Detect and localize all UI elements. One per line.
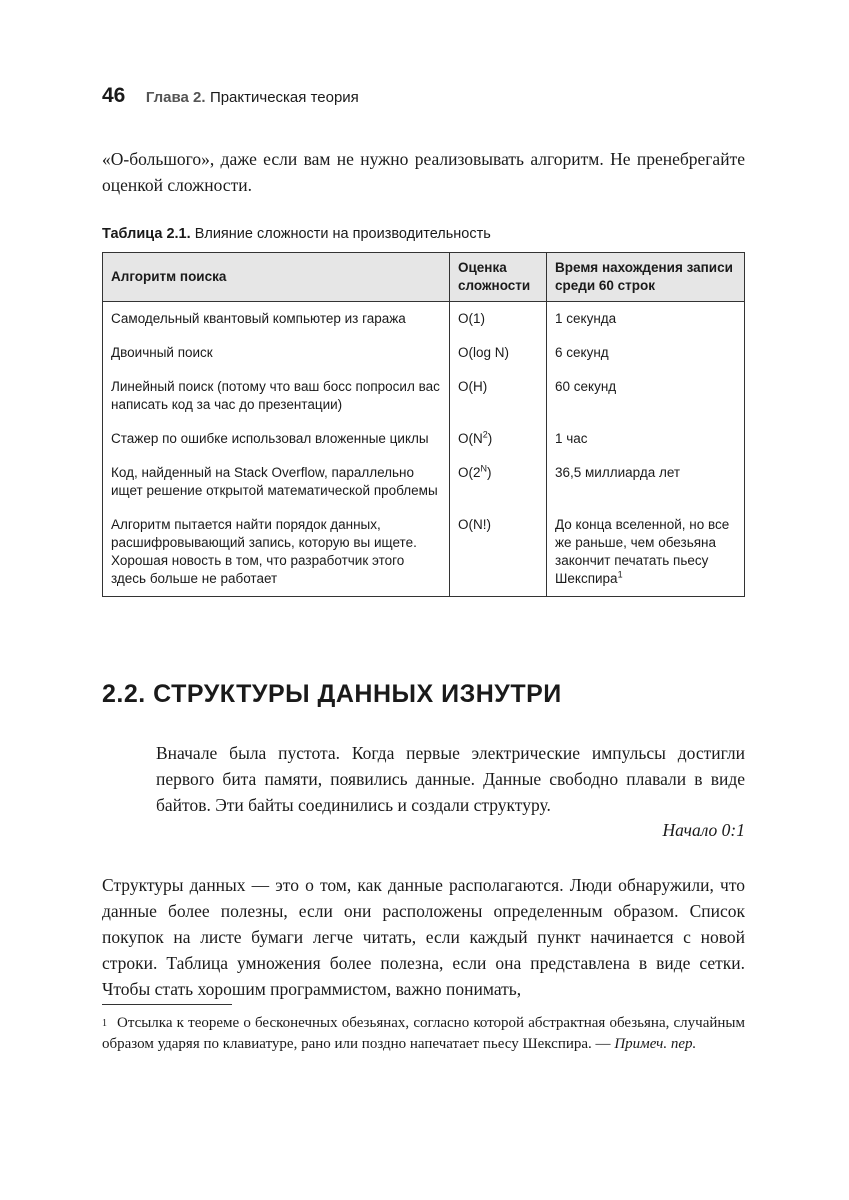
footnote-translator-note: Примеч. пер. bbox=[614, 1036, 697, 1052]
cell-complexity: $O(2^N)$ bbox=[450, 456, 547, 508]
header-algorithm: Алгоритм поиска bbox=[103, 253, 450, 302]
cell-complexity: O(1) bbox=[450, 302, 547, 337]
footnote-mark: 1 bbox=[102, 1018, 107, 1029]
intro-paragraph: «О-большого», даже если вам не нужно реализовывать алгоритм. Не пренебрегайте оценкой сложности. bbox=[102, 149, 745, 195]
epigraph-source: Начало 0:1 bbox=[662, 820, 745, 840]
table-row bbox=[103, 336, 745, 370]
section-heading: 2.2. СТРУКТУРЫ ДАННЫХ ИЗНУТРИ bbox=[102, 680, 562, 708]
cell-algorithm: Двоичный поиск bbox=[103, 336, 450, 370]
header-time: Время нахождения записи среди 60 строк bbox=[547, 253, 745, 302]
body-paragraph: Структуры данных — это о том, как данные располагаются. Люди обнаружили, что данные более полезны, если они расположены определенным образом. Список покупок на листе бумаги легче читать, если каждый пункт начинается с новой строки. Таблица умножения более полезна, если она представлена в виде сетки. Чтобы стать хорошим программистом, важно понимать, bbox=[102, 875, 745, 999]
cell-algorithm: Линейный поиск (потому что ваш босс попросил вас написать код за час до презентации) bbox=[103, 370, 450, 422]
table-caption-text: Влияние сложности на производительность bbox=[194, 226, 491, 242]
table-row bbox=[103, 456, 745, 508]
table-header-row bbox=[103, 253, 745, 302]
cell-algorithm: Стажер по ошибке использовал вложенные циклы bbox=[103, 422, 450, 456]
cell-algorithm: Код, найденный на Stack Overflow, параллельно ищет решение открытой математической проблемы bbox=[103, 456, 450, 508]
chapter-label: Глава 2. bbox=[145, 89, 206, 106]
cell-time: 1 час bbox=[547, 422, 745, 456]
header-complexity: Оценка сложности bbox=[450, 253, 547, 302]
table-row bbox=[103, 370, 745, 422]
running-header bbox=[102, 84, 359, 108]
cell-time: 36,5 миллиарда лет bbox=[547, 456, 745, 508]
cell-time: 60 секунд bbox=[547, 370, 745, 422]
footnote-text: Отсылка к теореме о бесконечных обезьянах, согласно которой абстрактная обезьяна, случайным образом ударяя по клавиатуре, рано или поздно напечатает пьесу Шекспира. — bbox=[102, 1015, 745, 1052]
chapter-title: Практическая теория bbox=[209, 89, 359, 106]
table-row bbox=[103, 302, 745, 337]
cell-time: 1 секунда bbox=[547, 302, 745, 337]
table-row bbox=[103, 422, 745, 456]
table-caption bbox=[102, 226, 491, 242]
footnote bbox=[102, 1013, 745, 1055]
cell-complexity: O(log N) bbox=[450, 336, 547, 370]
cell-algorithm: Алгоритм пытается найти порядок данных, расшифровывающий запись, которую вы ищете. Хорошая новость в том, что разработчик этого здесь больше не работает bbox=[103, 508, 450, 597]
cell-complexity: O(H) bbox=[450, 370, 547, 422]
cell-complexity: $O(N^2)$ bbox=[450, 422, 547, 456]
table-row bbox=[103, 508, 745, 597]
footnote-divider bbox=[102, 1004, 232, 1005]
table-caption-label: Таблица 2.1. bbox=[102, 226, 191, 242]
footnote-reference: 1 bbox=[617, 569, 623, 580]
cell-time: До конца вселенной, но все же раньше, чем обезьяна закончит печатать пьесу Шекспира$^1$ bbox=[547, 508, 745, 597]
page-number: 46 bbox=[102, 84, 126, 107]
cell-time: 6 секунд bbox=[547, 336, 745, 370]
cell-complexity: O(N!) bbox=[450, 508, 547, 597]
complexity-table bbox=[102, 252, 745, 597]
cell-algorithm: Самодельный квантовый компьютер из гаража bbox=[103, 302, 450, 337]
epigraph: Вначале была пустота. Когда первые электрические импульсы достигли первого бита памяти, появились данные. Данные свободно плавали в виде байтов. Эти байты соединились и создали структуру. bbox=[156, 743, 745, 815]
